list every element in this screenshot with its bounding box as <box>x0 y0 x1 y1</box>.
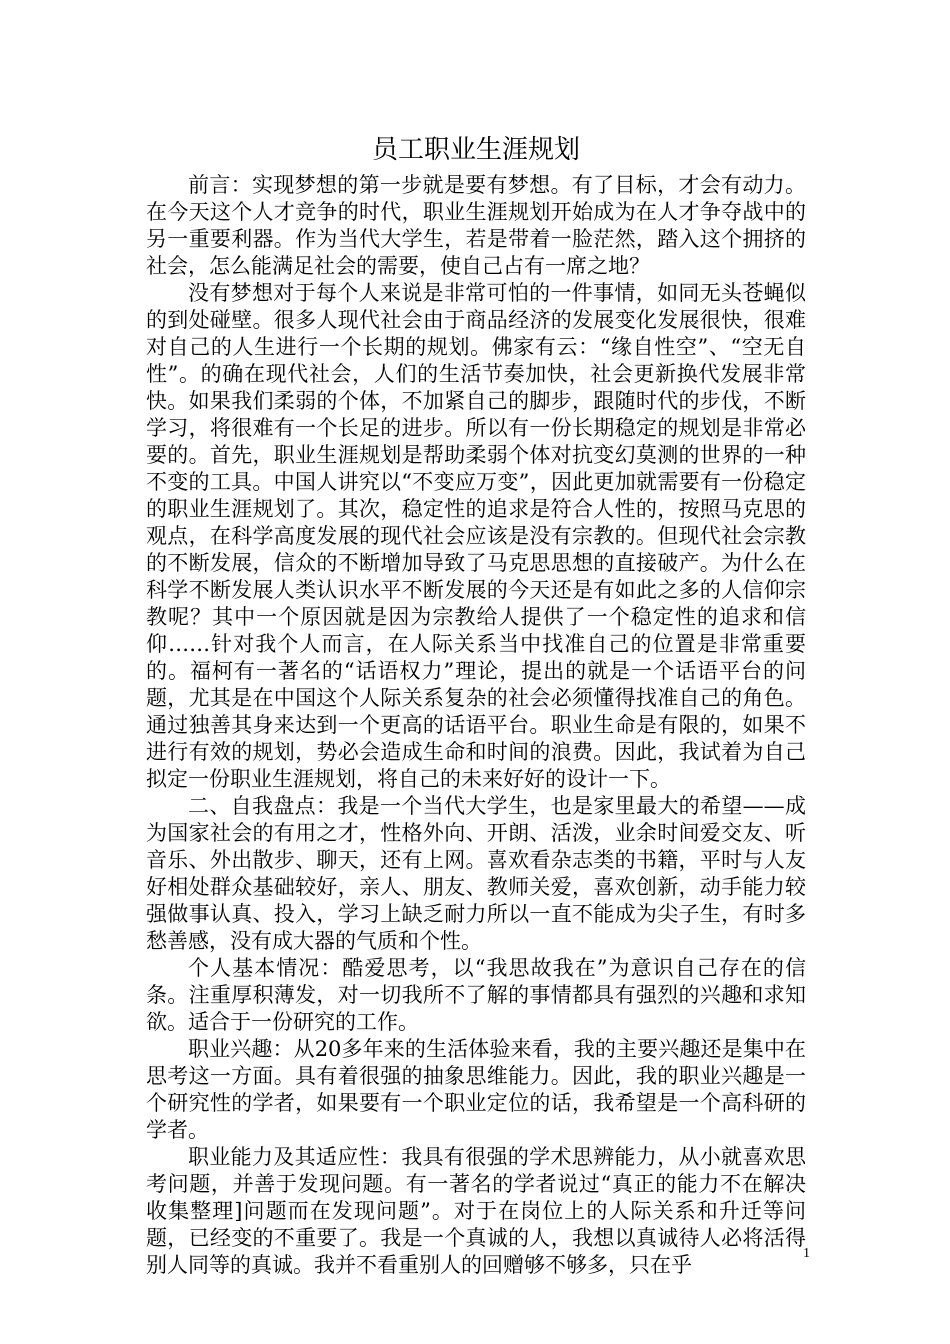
paragraph-career-ability: 职业能力及其适应性：我具有很强的学术思辨能力，从小就喜欢思考问题，并善于发现问题。有一著名的学者说过“真正的能力不在解决收集整理]问题而在发现问题”。对于在岗位上的人际关系和升迁等问题，已经变的不重要了。我是一个真诚的人，我想以真诚待人必将活得别人同等的真诚。我并不看重别人的回赠够不够多，只在乎 <box>146 1145 806 1277</box>
page-number: 1 <box>803 1246 810 1261</box>
document-title: 员工职业生涯规划 <box>371 135 580 165</box>
paragraph-preface: 前言：实现梦想的第一步就是要有梦想。有了目标，才会有动力。在今天这个人才竞争的时代，职业生涯规划开始成为在人才争夺战中的另一重要利器。作为当代大学生，若是带着一脸茫然，踏入这个拥挤的社会，怎么能满足社会的需要，使自己占有一席之地？ <box>146 173 806 278</box>
paragraph-no-dream: 没有梦想对于每个人来说是非常可怕的一件事情，如同无头苍蝇似的到处碰壁。很多人现代社会由于商品经济的发展变化发展很快，很难对自己的人生进行一个长期的规划。佛家有云：“缘自性空”、“空无自性”。的确在现代社会，人们的生活节奏加快，社会更新换代发展非常快。如果我们柔弱的个体，不加紧自己的脚步，跟随时代的步伐，不断学习，将很难有一个长足的进步。所以有一份长期稳定的规划是非常必要的。首先，职业生涯规划是帮助柔弱个体对抗变幻莫测的世界的一种不变的工具。中国人讲究以“不变应万变”，因此更加就需要有一份稳定的职业生涯规划了。其次，稳定性的追求是符合人性的，按照马克思的观点，在科学高度发展的现代社会应该是没有宗教的。但现代社会宗教的不断发展，信众的不断增加导致了马克思思想的直接破产。为什么在科学不断发展人类认识水平不断发展的今天还是有如此之多的人信仰宗教呢？其中一个原因就是因为宗教给人提供了一个稳定性的追求和信仰……针对我个人而言，在人际关系当中找准自己的位置是非常重要的。福柯有一著名的“话语权力”理论，提出的就是一个话语平台的问题，尤其是在中国这个人际关系复杂的社会必须懂得找准自己的角色。通过独善其身来达到一个更高的话语平台。职业生命是有限的，如果不进行有效的规划，势必会造成生命和时间的浪费。因此，我试着为自己拟定一份职业生涯规划，将自己的未来好好的设计一下。 <box>146 281 806 791</box>
paragraph-career-interest: 职业兴趣：从20多年来的生活体验来看，我的主要兴趣还是集中在思考这一方面。具有着很强的抽象思维能力。因此，我的职业兴趣是一个研究性的学者，如果要有一个职业定位的话，我希望是一个高科研的学者。 <box>146 1037 806 1142</box>
paragraph-self-assessment: 二、自我盘点：我是一个当代大学生，也是家里最大的希望——成为国家社会的有用之才，性格外向、开朗、活泼，业余时间爱交友、听音乐、外出散步、聊天，还有上网。喜欢看杂志类的书籍，平时与人友好相处群众基础较好，亲人、朋友、教师关爱，喜欢创新，动手能力较强做事认真、投入，学习上缺乏耐力所以一直不能成为尖子生，有时多愁善感，没有成大器的气质和个性。 <box>146 794 806 953</box>
paragraph-basic-info: 个人基本情况：酷爱思考，以“我思故我在”为意识自己存在的信条。注重厚积薄发，对一切我所不了解的事情都具有强烈的兴趣和求知欲。适合于一份研究的工作。 <box>146 956 806 1034</box>
document-body <box>146 172 806 1279</box>
